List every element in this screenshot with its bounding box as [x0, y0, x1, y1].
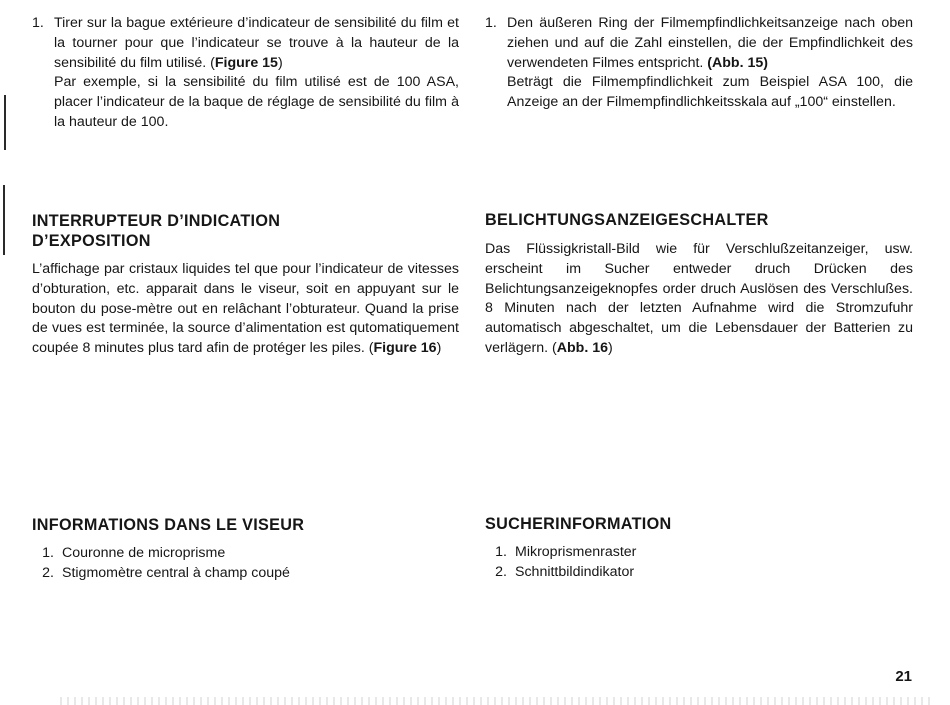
- page-number: 21: [895, 668, 912, 685]
- german-column: [485, 14, 913, 113]
- fr-heading-line-2: D’EXPOSITION: [32, 232, 151, 250]
- fr-step-1-text-b: ): [277, 54, 283, 71]
- fr-step-number: 1.: [32, 15, 44, 31]
- de-heading-viewfinder: SUCHERINFORMATION: [485, 515, 672, 533]
- fr-viewfinder-list: [32, 544, 459, 584]
- fr-exposure-text: [32, 260, 459, 359]
- fr-figure-ref: Figure 15: [214, 54, 278, 71]
- fr-step-1-example: Par exemple, si la sensibilité du film utilisé est de 100 ASA, placer l’indicateur de la baque de réglage de sensibilité du film à la hauteur de 100.: [54, 74, 459, 130]
- list-item: [485, 563, 913, 583]
- fr-step-1: [32, 14, 459, 133]
- de-step-1-example: Beträgt die Filmempfindlichkeit zum Beispiel ASA 100, die Anzeige an der Filmempfindlichkeitsskala auf „100“ einstellen.: [507, 74, 913, 111]
- fr-step-1-text: [54, 14, 459, 73]
- list-item: [485, 543, 913, 563]
- list-item-number: 1.: [42, 545, 54, 561]
- de-viewfinder-list: [485, 543, 913, 583]
- de-section-viewfinder: [485, 514, 913, 583]
- list-item-label: Schnittbildindikator: [515, 563, 635, 580]
- fr-step-1-text-a: Tirer sur la bague extérieure d’indicateur de sensibilité du film et la tourner pour que l’indicateur se trouve à la hauteur de la sensibilité du film utilisé. (: [54, 15, 459, 71]
- de-step-number: 1.: [485, 15, 497, 31]
- de-exposure-text: [485, 240, 913, 359]
- list-item: [32, 564, 459, 584]
- de-abb-15-ref: (Abb. 15): [707, 54, 768, 71]
- list-item-label: Couronne de microprisme: [62, 545, 226, 561]
- list-item-label: Stigmomètre central à champ coupé: [62, 564, 290, 581]
- fr-exposure-text-a: L’affichage par cristaux liquides tel que pour l’indicateur de vitesses d’obturation, etc. apparait dans le viseur, soit en appuyant sur le bouton du pose-mètre out en relâchant l’obturateur. Quand la prise de vues est terminée, la source d’alimentation est qutomatiquement coupée 8 minutes plus tard afin de protéger les piles. (: [32, 261, 459, 357]
- list-item-number: 2.: [495, 563, 507, 580]
- fr-exposure-text-b: ): [436, 340, 442, 357]
- list-item: [32, 544, 459, 564]
- de-exposure-text-a: Das Flüssigkristall-Bild wie für Verschlußzeitanzeiger, usw. erscheint im Sucher entweder druch Drücken des Belichtungsanzeigeknopfes order druch Auslösen des Verschlußes. 8 Minuten nach der letzten Aufnahme wird die Stromzufuhr automatisch abgeschaltet, um die Lebensdauer der Batterien zu verlägern. (: [485, 241, 913, 356]
- de-step-1: [485, 14, 913, 113]
- list-item-label: Mikroprismenraster: [515, 544, 637, 560]
- de-step-1-text: [507, 14, 913, 73]
- list-item-number: 1.: [495, 544, 507, 560]
- binding-edge-mark: [4, 95, 6, 150]
- de-heading-exposure: BELICHTUNGSANZEIGESCHALTER: [485, 211, 769, 229]
- fr-heading-viewfinder: INFORMATIONS DANS LE VISEUR: [32, 516, 305, 534]
- french-column: [32, 14, 459, 133]
- fr-heading-exposure: [32, 211, 459, 251]
- de-section-exposure: [485, 210, 913, 359]
- de-exposure-text-b: ): [608, 339, 613, 356]
- fr-section-exposure: [32, 211, 459, 359]
- fr-section-viewfinder: [32, 515, 459, 584]
- list-item-number: 2.: [42, 564, 54, 581]
- fr-heading-line-1: INTERRUPTEUR D’INDICATION: [32, 212, 281, 230]
- de-abb-16-ref: Abb. 16: [556, 339, 609, 356]
- binding-edge-mark: [3, 185, 5, 255]
- de-step-1-text-a: Den äußeren Ring der Filmempfindlichkeitsanzeige nach oben ziehen und auf die Zahl einstellen, die der Empfindlichkeit des verwendeten Filmes entspricht.: [507, 15, 913, 71]
- fr-figure-16-ref: Figure 16: [373, 340, 437, 357]
- scan-dust-strip: [60, 697, 930, 705]
